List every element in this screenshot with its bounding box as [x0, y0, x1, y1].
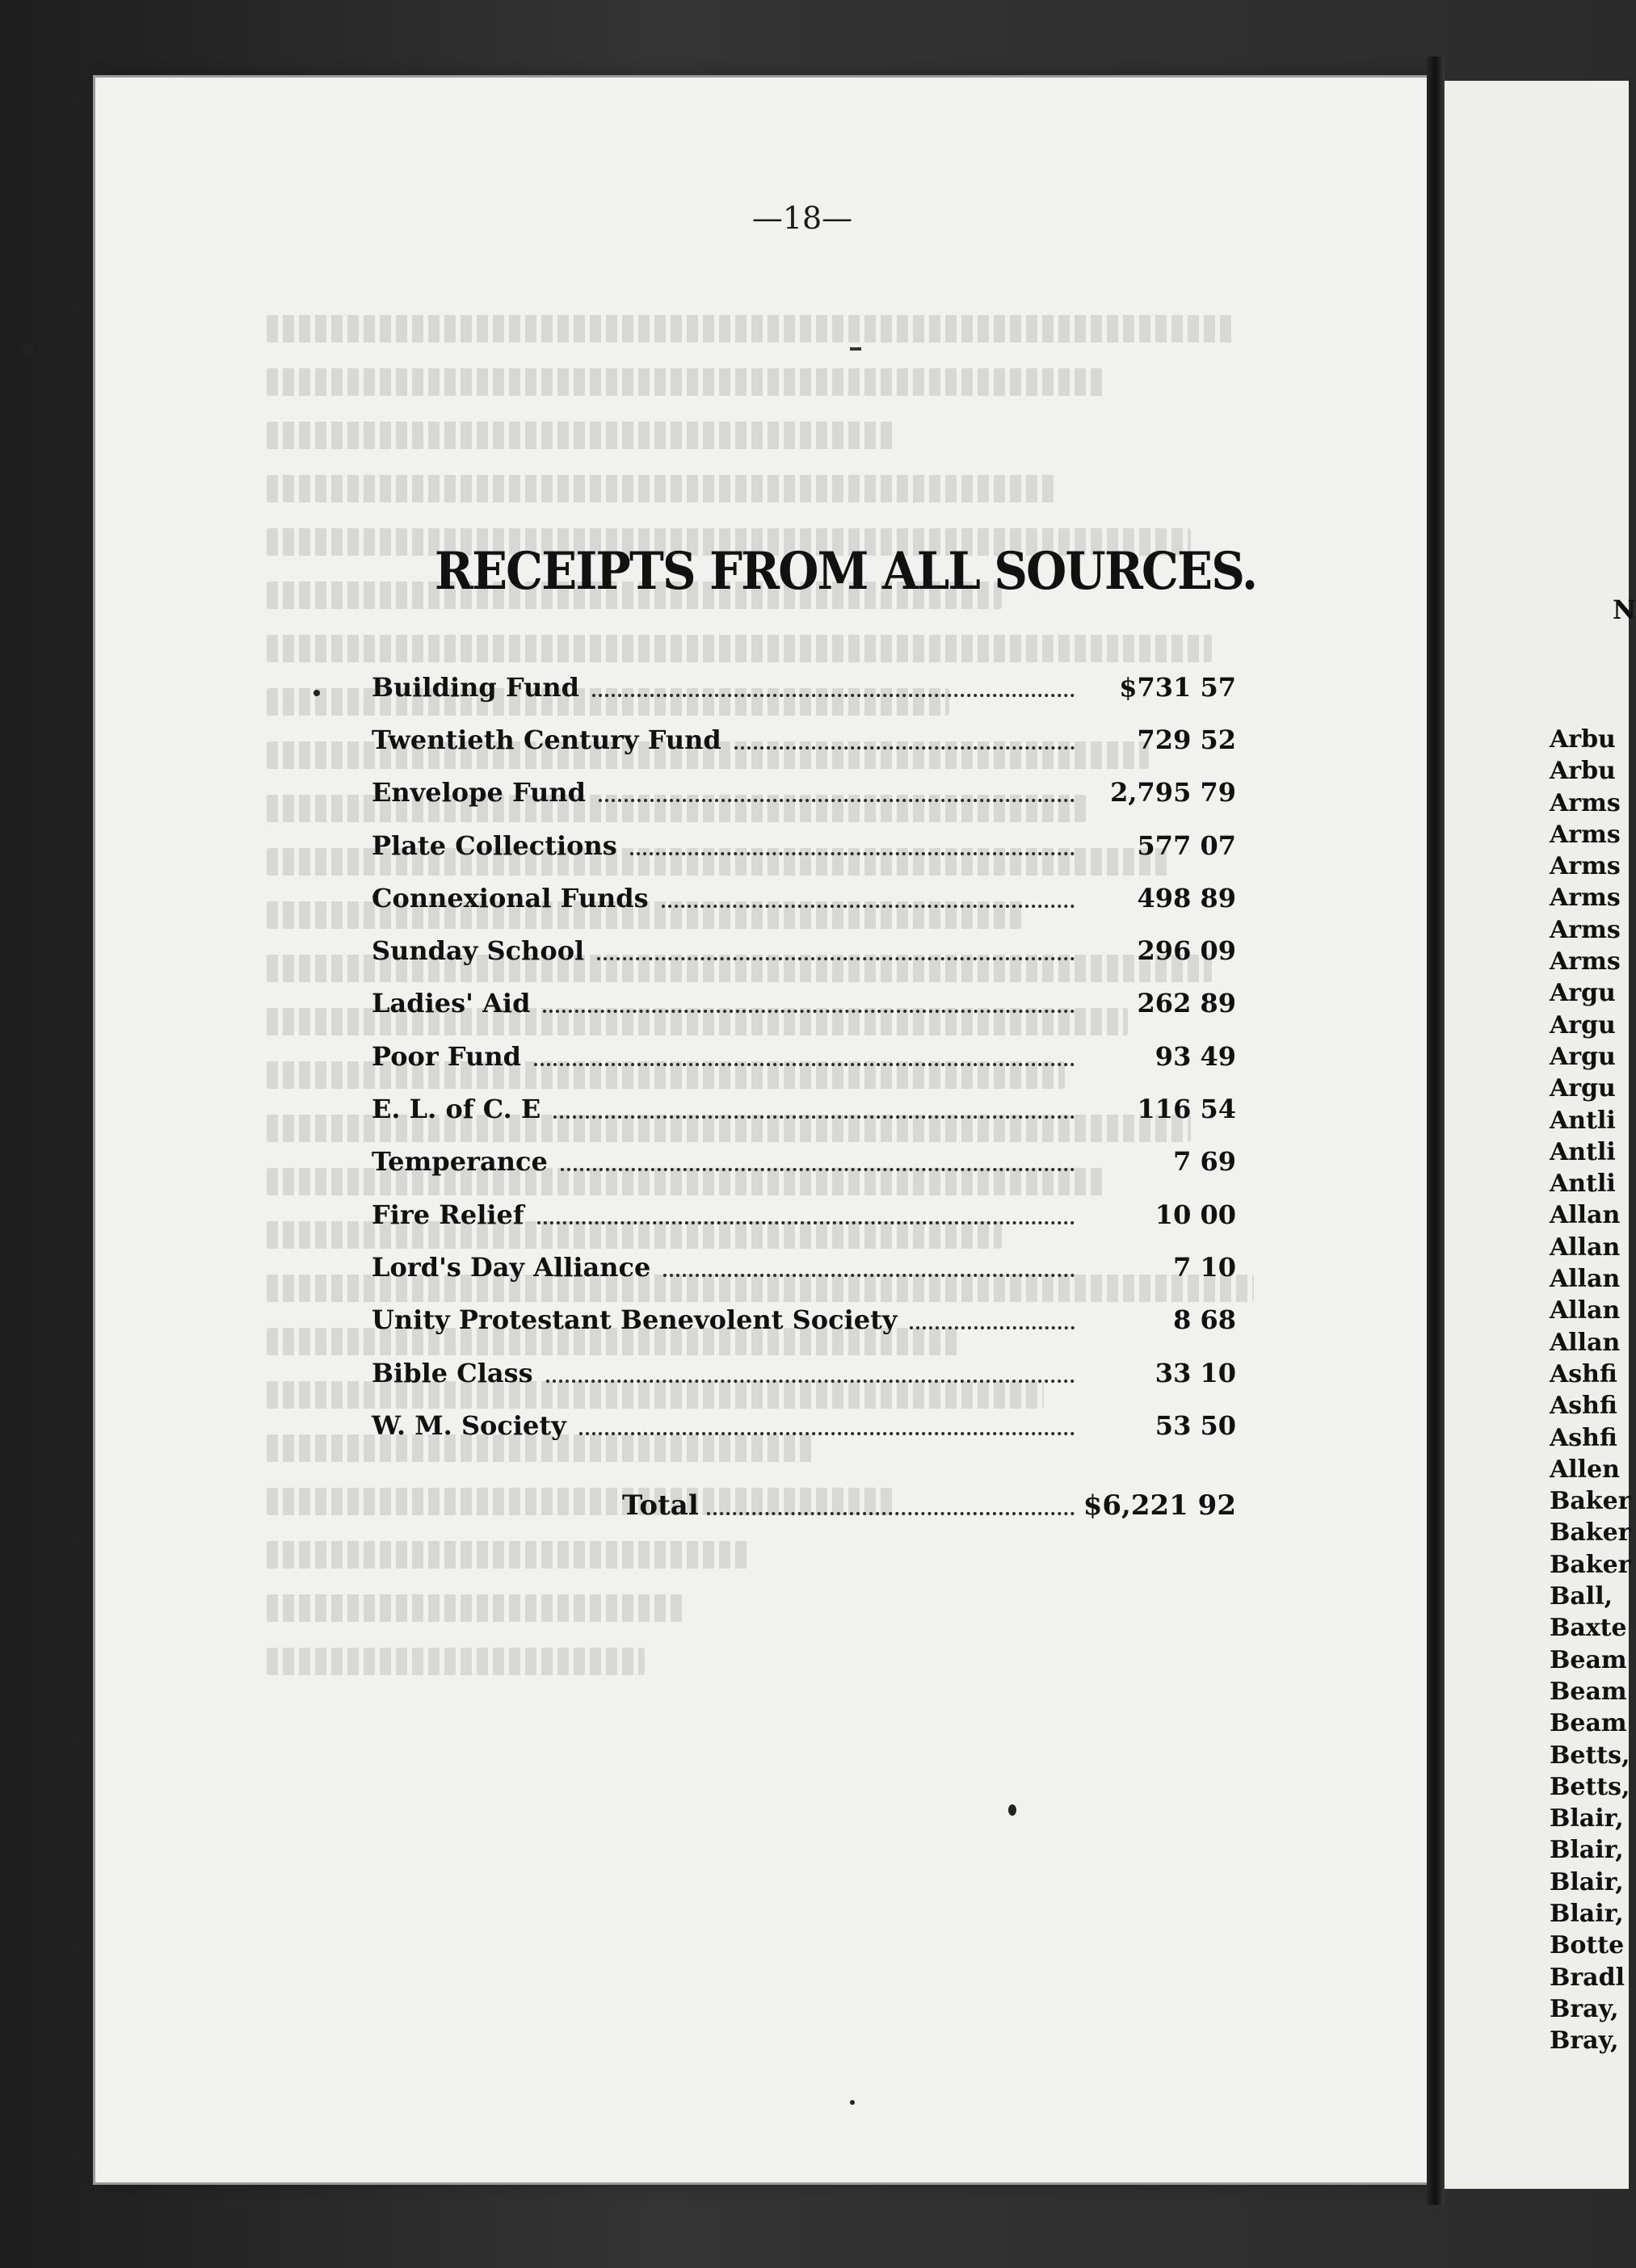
dot-leader	[910, 1326, 1075, 1329]
receipt-amount: 577 07	[1137, 830, 1236, 861]
receipt-amount: 2,795 79	[1110, 777, 1236, 808]
receipt-label: W. M. Society	[372, 1409, 566, 1441]
receipt-row-epworth-league	[372, 1082, 1236, 1135]
dot-leader	[663, 1274, 1075, 1277]
receipts-list	[372, 661, 1236, 1451]
receipt-label: E. L. of C. E	[372, 1094, 541, 1125]
receipt-label: Poor Fund	[372, 1040, 521, 1072]
facing-name: Blair,	[1550, 1804, 1624, 1833]
facing-name: Ashfi	[1550, 1392, 1617, 1421]
receipt-row-bible-class	[372, 1346, 1236, 1399]
facing-name: Allan	[1550, 1265, 1621, 1294]
receipt-amount: 7 10	[1173, 1251, 1236, 1283]
facing-name: Arms	[1550, 884, 1621, 913]
receipt-label: Sunday School	[372, 935, 585, 967]
dot-leader	[553, 1115, 1075, 1119]
receipt-amount: 296 09	[1137, 935, 1236, 967]
facing-name: Bray,	[1550, 1994, 1619, 2023]
receipt-amount: 729 52	[1137, 724, 1236, 755]
facing-name: Ashfi	[1550, 1423, 1617, 1452]
facing-name: Arms	[1550, 915, 1621, 944]
receipt-amount: 10 00	[1154, 1199, 1236, 1230]
dot-leader	[630, 852, 1075, 855]
dust-speck	[850, 2100, 855, 2105]
receipt-amount: 498 89	[1137, 882, 1236, 914]
receipt-row-fire-relief	[372, 1188, 1236, 1241]
facing-name: Baker	[1550, 1518, 1631, 1548]
dot-leader	[561, 1168, 1075, 1171]
facing-name: Argu	[1550, 1010, 1616, 1040]
dot-leader	[543, 1010, 1075, 1013]
facing-name: Antli	[1550, 1170, 1616, 1199]
facing-name: Ball,	[1550, 1582, 1613, 1611]
facing-name: Ashfi	[1550, 1359, 1617, 1388]
receipt-row-connexional-funds	[372, 872, 1236, 924]
facing-name: Beam	[1550, 1677, 1627, 1706]
receipt-amount: 116 54	[1137, 1094, 1236, 1125]
dot-leader	[546, 1380, 1075, 1383]
facing-name: Blair,	[1550, 1867, 1624, 1896]
facing-name: Arms	[1550, 852, 1621, 881]
facing-name: Arms	[1550, 947, 1621, 976]
facing-name: Arbu	[1550, 757, 1616, 786]
facing-page-name-list	[1550, 725, 1630, 2058]
facing-name: Beam	[1550, 1709, 1627, 1738]
receipt-label: Plate Collections	[372, 830, 617, 861]
receipt-label: Ladies' Aid	[372, 988, 531, 1019]
receipt-label: Unity Protestant Benevolent Society	[372, 1304, 898, 1336]
receipt-label: Fire Relief	[372, 1199, 524, 1230]
facing-name: Beam	[1550, 1645, 1627, 1674]
receipt-amount: 262 89	[1137, 988, 1236, 1019]
facing-name: Arms	[1550, 788, 1621, 817]
total-label: Total	[622, 1489, 699, 1522]
facing-name: Blair,	[1550, 1836, 1624, 1865]
facing-name: Allen	[1550, 1455, 1620, 1484]
dot-leader	[537, 1221, 1075, 1224]
facing-name: Arbu	[1550, 725, 1616, 754]
receipt-amount: 93 49	[1154, 1040, 1236, 1072]
receipt-row-sunday-school	[372, 924, 1236, 976]
receipt-label: Temperance	[372, 1146, 548, 1178]
facing-page-letter: N	[1613, 594, 1636, 625]
facing-name: Betts,	[1550, 1741, 1630, 1770]
facing-name: Botte	[1550, 1931, 1625, 1960]
receipt-row-ladies-aid	[372, 977, 1236, 1030]
receipt-amount: $731 57	[1119, 671, 1236, 703]
facing-name: Allan	[1550, 1328, 1621, 1357]
receipt-row-twentieth-century-fund	[372, 713, 1236, 766]
dot-leader	[579, 1432, 1075, 1435]
page-number: —18—	[751, 200, 853, 236]
receipt-label: Envelope Fund	[372, 777, 587, 808]
facing-name: Baker	[1550, 1487, 1631, 1516]
receipt-row-plate-collections	[372, 819, 1236, 872]
facing-name: Antli	[1550, 1106, 1616, 1135]
facing-name: Arms	[1550, 820, 1621, 849]
receipt-row-temperance	[372, 1136, 1236, 1188]
receipt-label: Twentieth Century Fund	[372, 724, 721, 755]
facing-name: Bradl	[1550, 1963, 1625, 1992]
facing-name: Blair,	[1550, 1899, 1624, 1928]
receipt-row-envelope-fund	[372, 766, 1236, 819]
facing-name: Argu	[1550, 979, 1616, 1008]
receipt-amount: 53 50	[1154, 1409, 1236, 1441]
facing-name: Allan	[1550, 1296, 1621, 1325]
facing-name: Bray,	[1550, 2026, 1619, 2056]
receipt-label: Building Fund	[372, 671, 579, 703]
receipt-row-unity-protestant-benevolent-society	[372, 1294, 1236, 1346]
receipt-row-building-fund	[372, 661, 1236, 713]
facing-name: Allan	[1550, 1233, 1621, 1262]
dust-speck	[23, 344, 34, 355]
receipt-label: Bible Class	[372, 1357, 533, 1388]
facing-name: Argu	[1550, 1074, 1616, 1103]
total-row	[622, 1489, 1236, 1522]
facing-name: Baxte	[1550, 1614, 1627, 1643]
dot-leader	[599, 799, 1075, 802]
dot-leader	[534, 1063, 1075, 1066]
dot-leader	[597, 957, 1075, 960]
facing-name: Antli	[1550, 1137, 1616, 1166]
facing-name: Baker	[1550, 1550, 1631, 1579]
total-amount: $6,221 92	[1083, 1489, 1236, 1522]
dot-leader	[707, 1512, 1075, 1515]
page-title: RECEIPTS FROM ALL SOURCES.	[435, 541, 1257, 602]
receipt-label: Connexional Funds	[372, 882, 649, 914]
receipt-amount: 33 10	[1154, 1357, 1236, 1388]
receipt-row-wm-society	[372, 1399, 1236, 1451]
stray-mark	[850, 347, 861, 351]
dust-speck	[1008, 1804, 1016, 1816]
dust-speck	[313, 690, 320, 696]
dot-leader	[734, 746, 1075, 750]
dot-leader	[592, 694, 1075, 697]
receipt-row-poor-fund	[372, 1030, 1236, 1082]
facing-name: Allan	[1550, 1201, 1621, 1230]
facing-name: Betts,	[1550, 1772, 1630, 1801]
receipt-label: Lord's Day Alliance	[372, 1251, 651, 1283]
dust-speck	[34, 145, 39, 150]
facing-name: Argu	[1550, 1042, 1616, 1071]
receipt-row-lords-day-alliance	[372, 1241, 1236, 1293]
dot-leader	[662, 905, 1075, 908]
receipt-amount: 7 69	[1173, 1146, 1236, 1178]
book-gutter	[1427, 57, 1445, 2205]
receipt-amount: 8 68	[1173, 1304, 1236, 1336]
